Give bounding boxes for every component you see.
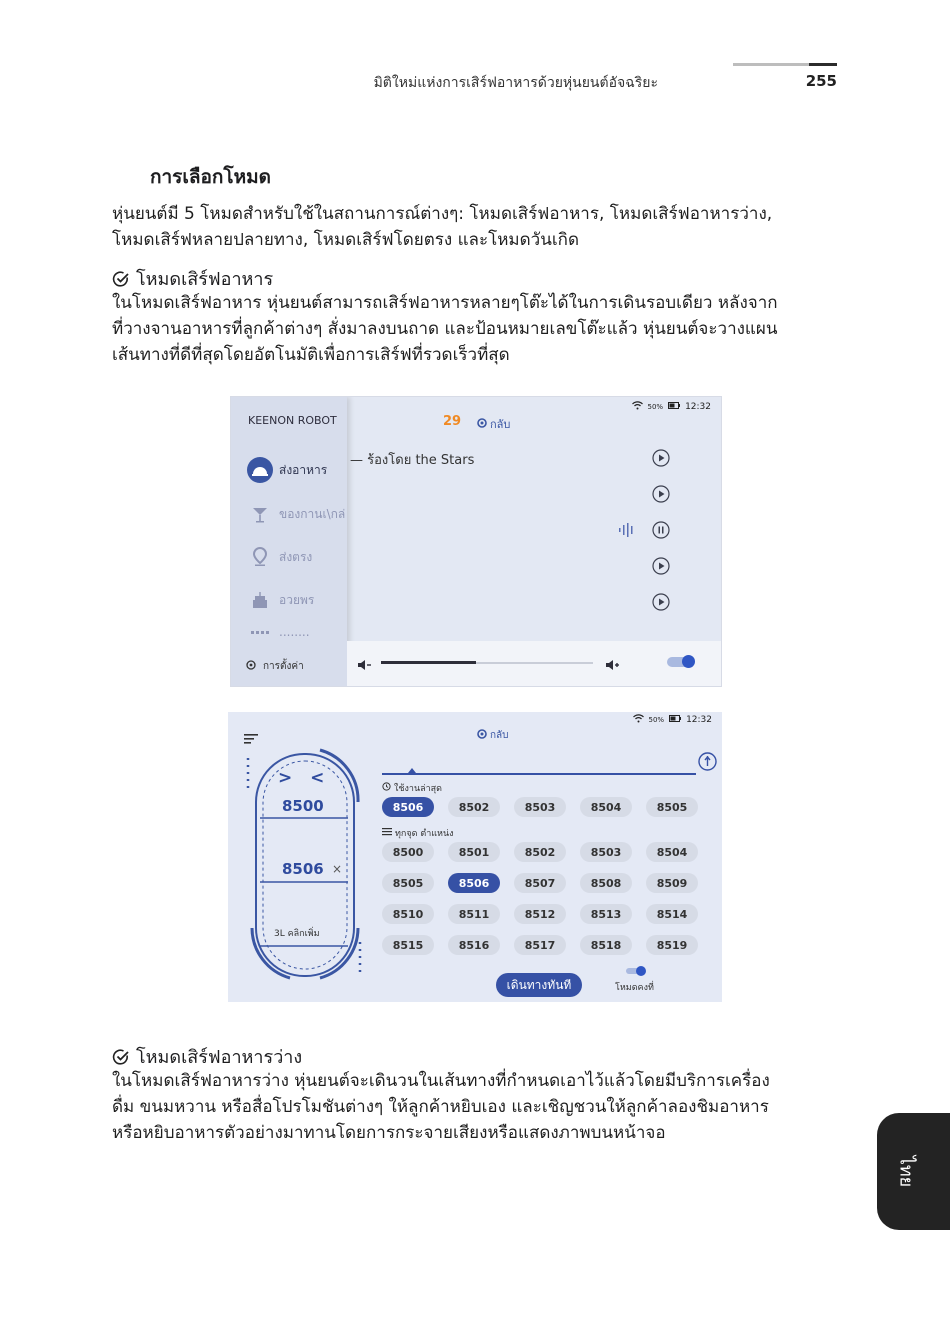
mode1-line: ในโหมดเสิร์ฟอาหาร หุ่นยนต์สามารถเสิร์ฟอาหารหลายๆโต๊ะได้ในการเดินรอบเดียว หลังจาก [112, 293, 778, 313]
mode2-paragraph [112, 1068, 770, 1146]
mode2-title: โหมดเสิร์ฟอาหารว่าง [136, 1047, 303, 1068]
table-chip[interactable]: 8505 [646, 797, 698, 817]
menu-item-deliver[interactable] [247, 457, 327, 483]
mode1-paragraph [112, 290, 778, 368]
screenshot-table-screen [228, 712, 722, 1002]
brand-label: KEENON ROBOT [248, 414, 337, 427]
back-button[interactable] [477, 415, 510, 433]
fixed-mode-label: โหมดคงที่ [615, 983, 654, 993]
volume-slider[interactable] [381, 662, 593, 664]
menu-label: ส่งตรง [279, 549, 313, 564]
wifi-icon [632, 401, 643, 413]
pause-icon[interactable] [652, 521, 670, 539]
table-chip[interactable]: 8501 [448, 842, 500, 862]
screenshot-music-screen [230, 396, 722, 687]
menu-item-direct[interactable] [247, 544, 312, 570]
table-chip[interactable]: 8507 [514, 873, 566, 893]
battery-percent: 50% [647, 403, 664, 411]
tab-indicator [408, 768, 416, 773]
table-chip[interactable]: 8508 [580, 873, 632, 893]
status-bar [632, 401, 712, 413]
song-title: — ร้องโดย the Stars [350, 453, 475, 468]
intro-line: หุ่นยนต์มี 5 โหมดสำหรับใช้ในสถานการณ์ต่างๆ: โหมดเสิร์ฟอาหาร, โหมดเสิร์ฟอาหารว่าง, [112, 204, 773, 224]
menu-item-birthday[interactable] [247, 587, 314, 613]
table-chip[interactable]: 8516 [448, 935, 500, 955]
tray-level-2-value[interactable]: 8506 [282, 860, 324, 878]
table-chip[interactable]: 8515 [382, 935, 434, 955]
header-rule-dark [809, 63, 837, 66]
mode1-heading [112, 264, 273, 293]
menu-label: ........ [279, 625, 310, 639]
menu-item-more[interactable] [247, 625, 310, 639]
list-icon [382, 827, 392, 839]
intro-paragraph [112, 201, 772, 253]
play-toggle[interactable] [667, 657, 693, 667]
page-number: 255 [805, 72, 837, 90]
back-button[interactable] [477, 728, 509, 743]
tab-underline [382, 773, 696, 775]
volume-down-icon[interactable] [357, 656, 371, 675]
grid-icon [247, 625, 273, 639]
clock: 12:32 [686, 715, 712, 725]
clear-icon[interactable]: × [332, 862, 343, 876]
table-chip[interactable]: 8504 [580, 797, 632, 817]
fixed-mode-toggle[interactable] [626, 968, 644, 974]
all-tables-label: ทุกจุด ตำแหน่ง [395, 829, 454, 839]
table-chip[interactable]: 8519 [646, 935, 698, 955]
table-chip[interactable]: 8512 [514, 904, 566, 924]
table-chip[interactable]: 8502 [514, 842, 566, 862]
check-circle-icon [112, 1048, 130, 1066]
battery-percent: 50% [648, 716, 665, 724]
table-chip[interactable]: 8514 [646, 904, 698, 924]
running-title: มิติใหม่แห่งการเสิร์ฟอาหารด้วยหุ่นยนต์อัจฉริยะ [373, 75, 658, 91]
menu-label: ของกานเ\กล่ [279, 506, 346, 521]
settings-label: การตั้งค่า [263, 661, 304, 672]
language-label: ไทย [895, 1155, 917, 1188]
menu-label: ส่งอาหาร [279, 462, 328, 477]
location-pin-icon [247, 544, 273, 570]
table-chip[interactable]: 8502 [448, 797, 500, 817]
play-icon[interactable] [652, 485, 670, 503]
table-chip[interactable]: 8511 [448, 904, 500, 924]
table-chip[interactable]: 8513 [580, 904, 632, 924]
mode1-line: เส้นทางที่ดีที่สุดโดยอัตโนมัติเพื่อการเสิร์ฟที่รวดเร็วที่สุด [112, 345, 510, 365]
mode1-line: ที่วางจานอาหารที่ลูกค้าต่างๆ สั่งมาลงบนถาด และป้อนหมายเลขโต๊ะแล้ว หุ่นยนต์จะวางแผน [112, 319, 778, 339]
section-title: การเลือกโหมด [150, 166, 272, 188]
player-bar [347, 641, 721, 686]
back-icon [477, 418, 487, 431]
history-icon [382, 782, 391, 794]
table-chip[interactable]: 8500 [382, 842, 434, 862]
back-icon [477, 729, 487, 742]
back-label: กลับ [490, 418, 511, 431]
mode2-line: ในโหมดเสิร์ฟอาหารว่าง หุ่นยนต์จะเดินวนในเส้นทางที่กำหนดเอาไว้แล้วโดยมีบริการเครื่อง [112, 1071, 770, 1091]
clock: 12:32 [685, 402, 711, 412]
cake-icon [247, 587, 273, 613]
go-now-button[interactable]: เดินทางทันที [496, 973, 582, 997]
table-chip[interactable]: 8518 [580, 935, 632, 955]
intro-line: โหมดเสิร์ฟหลายปลายทาง, โหมดเสิร์ฟโดยตรง และโหมดวันเกิด [112, 230, 579, 250]
back-label: กลับ [490, 730, 509, 741]
tray-level-1-value[interactable]: 8500 [282, 797, 324, 815]
play-icon[interactable] [652, 593, 670, 611]
mode2-line: ดื่ม ขนมหวาน หรือสื่อโปรโมชันต่างๆ ให้ลูกค้าหยิบเอง และเชิญชวนให้ลูกค้าลองชิมอาหาร [112, 1097, 769, 1117]
table-chip[interactable]: 8517 [514, 935, 566, 955]
status-bar [633, 714, 713, 726]
table-chip[interactable]: 8504 [646, 842, 698, 862]
wifi-icon [633, 714, 644, 726]
play-icon[interactable] [652, 557, 670, 575]
gear-icon [245, 659, 257, 674]
menu-label: อวยพร [279, 592, 315, 607]
mode2-heading [112, 1042, 302, 1071]
mode1-title: โหมดเสิร์ฟอาหาร [136, 269, 274, 290]
table-chip[interactable]: 8506 [448, 873, 500, 893]
volume-up-icon[interactable] [605, 656, 619, 675]
tray-icon [247, 457, 273, 483]
tray-level-3-hint[interactable]: 3L คลิกเพิ่ม [274, 929, 320, 939]
sound-wave-icon [618, 523, 636, 537]
all-tables-header [382, 826, 454, 840]
table-chip[interactable]: 8503 [514, 797, 566, 817]
menu-item-snack[interactable] [247, 501, 345, 527]
play-icon[interactable] [652, 449, 670, 467]
table-chip[interactable]: 8509 [646, 873, 698, 893]
mode2-line: หรือหยิบอาหารตัวอย่างมาทานโดยการกระจายเสียงหรือแสดงภาพบนหน้าจอ [112, 1123, 666, 1143]
table-chip[interactable]: 8510 [382, 904, 434, 924]
sidebar [231, 397, 347, 686]
recent-header [382, 781, 442, 795]
header-rule-light [733, 63, 809, 66]
table-chip[interactable]: 8503 [580, 842, 632, 862]
table-chip[interactable]: 8506 [382, 797, 434, 817]
tray-arrows: > < [278, 768, 331, 788]
song-count: 29 [443, 414, 462, 429]
battery-icon [668, 402, 680, 412]
recent-label: ใช้งานล่าสุด [394, 784, 443, 794]
info-icon[interactable] [698, 752, 717, 775]
check-circle-icon [112, 270, 130, 288]
language-tab[interactable] [877, 1113, 950, 1230]
volume-level [381, 661, 476, 664]
table-chip[interactable]: 8505 [382, 873, 434, 893]
battery-icon [669, 715, 681, 725]
settings-button[interactable] [245, 659, 304, 674]
cocktail-icon [247, 501, 273, 527]
